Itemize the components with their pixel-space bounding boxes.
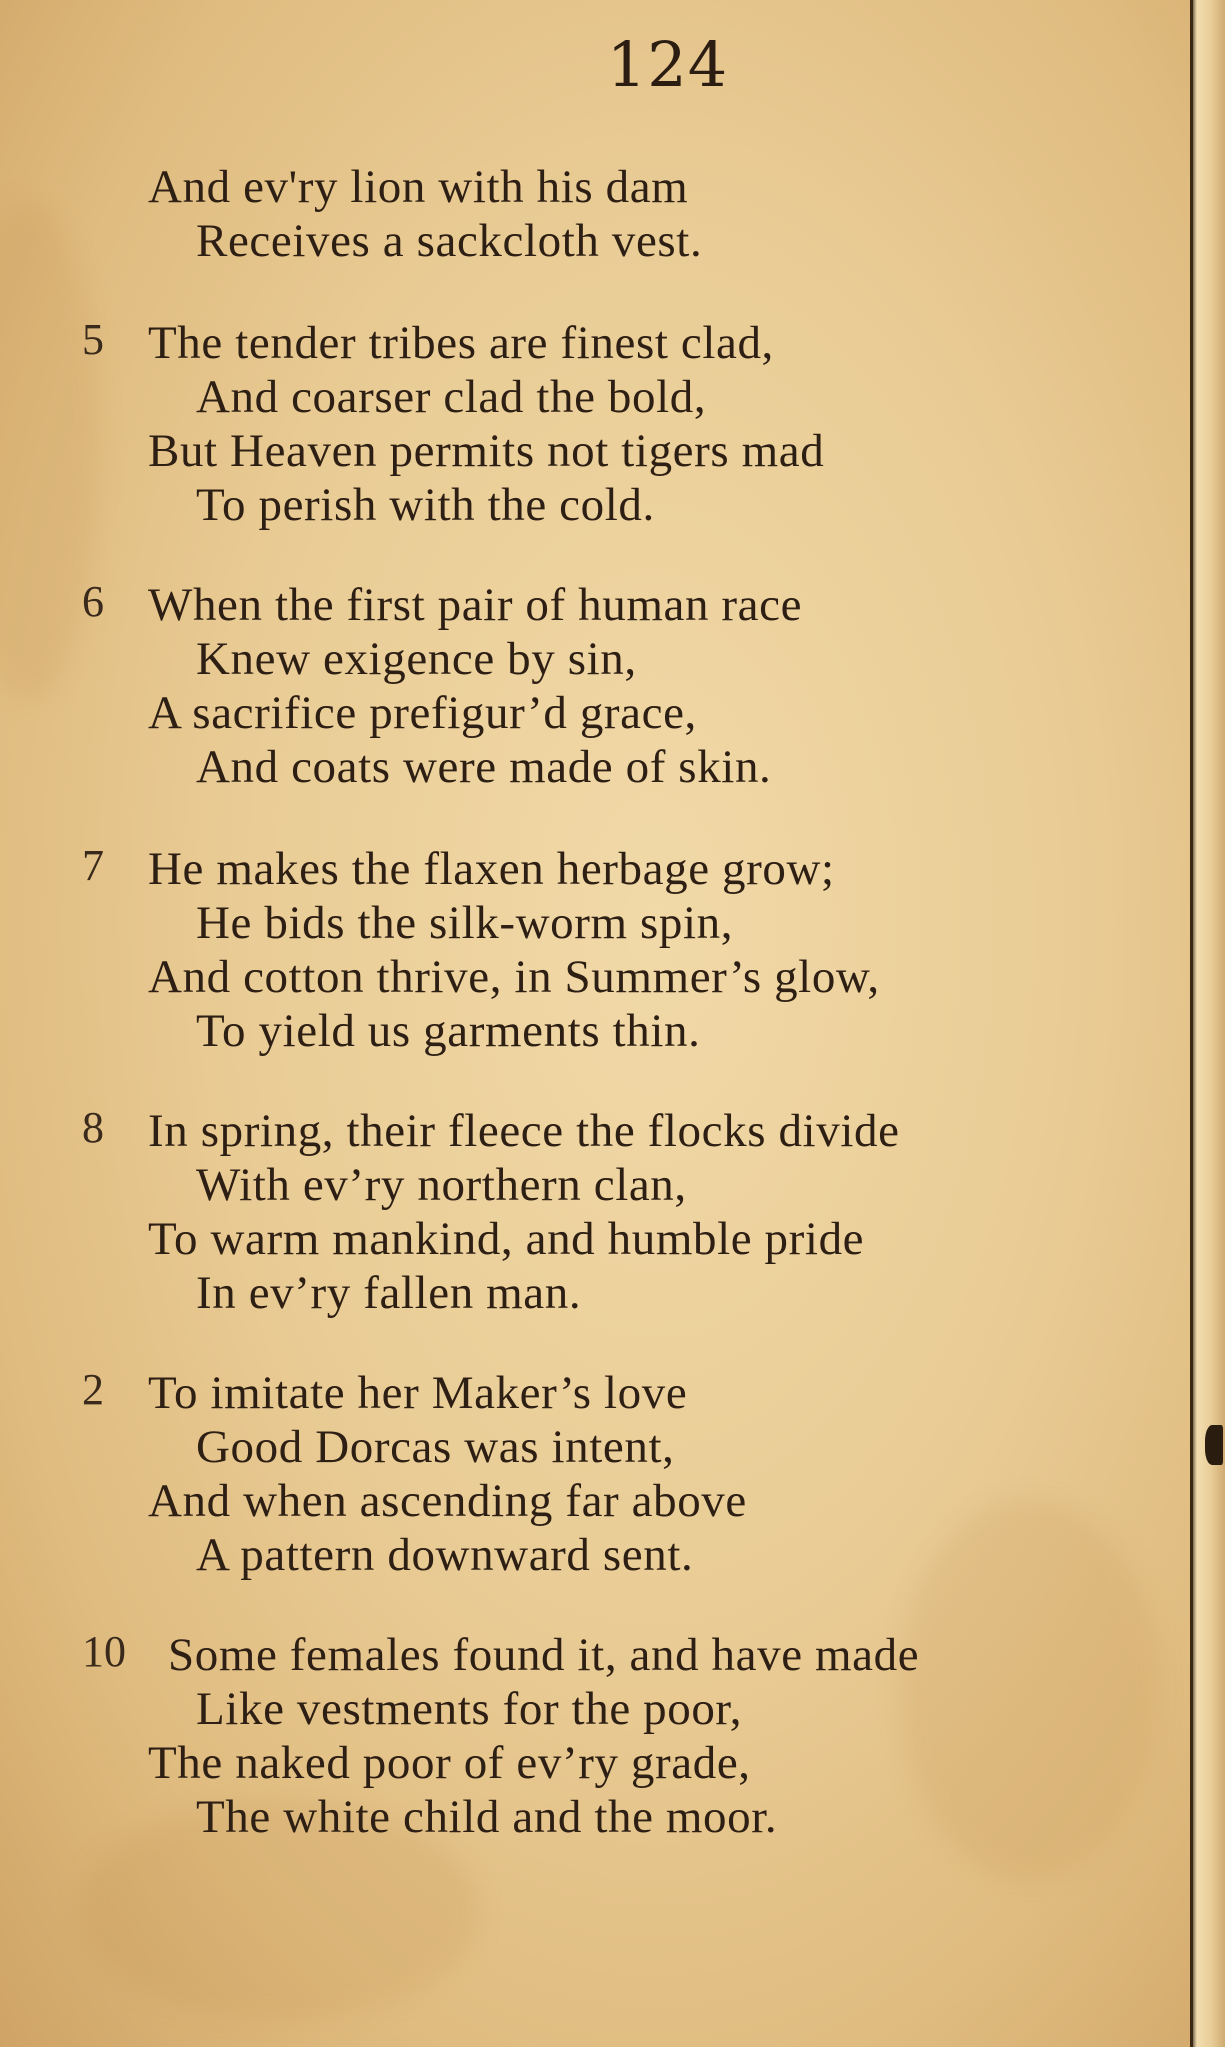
verse-line: In spring, their fleece the flocks divide <box>148 1105 900 1157</box>
verse-line: With ev’ry northern clan, <box>196 1159 687 1211</box>
verse-line: Like vestments for the poor, <box>196 1683 743 1735</box>
verse-line: A sacrifice prefigur’d grace, <box>148 687 697 739</box>
page-edge <box>1190 0 1225 2047</box>
verse-line: But Heaven permits not tigers mad <box>148 425 825 477</box>
verse-line: To perish with the cold. <box>196 479 655 531</box>
verse-line: He bids the silk-worm spin, <box>196 897 734 949</box>
stanza-number: 10 <box>82 1627 126 1676</box>
verse-line: To yield us garments thin. <box>196 1005 701 1057</box>
stanza-number: 6 <box>82 577 104 626</box>
verse-line: And when ascending far above <box>148 1475 747 1527</box>
verse-line: A pattern downward sent. <box>196 1529 694 1581</box>
verse-line: To warm mankind, and humble pride <box>148 1213 865 1265</box>
verse-line: In ev’ry fallen man. <box>196 1267 582 1319</box>
verse-line: To imitate her Maker’s love <box>148 1367 688 1419</box>
verse-line: Knew exigence by sin, <box>196 633 637 685</box>
ink-bleed-mark <box>1205 1425 1223 1465</box>
verse-line: Good Dorcas was intent, <box>196 1421 675 1473</box>
verse-line: And ev'ry lion with his dam <box>148 161 689 213</box>
verse-line: Receives a sackcloth vest. <box>196 215 703 267</box>
page-number: 124 <box>606 28 729 101</box>
verse-line: The tender tribes are finest clad, <box>148 317 774 369</box>
verse-line: The white child and the moor. <box>196 1791 778 1843</box>
paper-stain <box>900 1500 1160 1880</box>
verse-line: And coats were made of skin. <box>196 741 772 793</box>
verse-line: Some females found it, and have made <box>168 1629 920 1681</box>
verse-line: And coarser clad the bold, <box>196 371 707 423</box>
verse-line: He makes the flaxen herbage grow; <box>148 843 835 895</box>
verse-line: And cotton thrive, in Summer’s glow, <box>148 951 880 1003</box>
verse-line: The naked poor of ev’ry grade, <box>148 1737 751 1789</box>
stanza-number: 7 <box>82 841 104 890</box>
stanza-number: 2 <box>82 1365 104 1414</box>
stanza-number: 5 <box>82 315 104 364</box>
verse-line: When the first pair of human race <box>148 579 803 631</box>
binding-shadow <box>1190 0 1193 2047</box>
stanza-number: 8 <box>82 1103 104 1152</box>
